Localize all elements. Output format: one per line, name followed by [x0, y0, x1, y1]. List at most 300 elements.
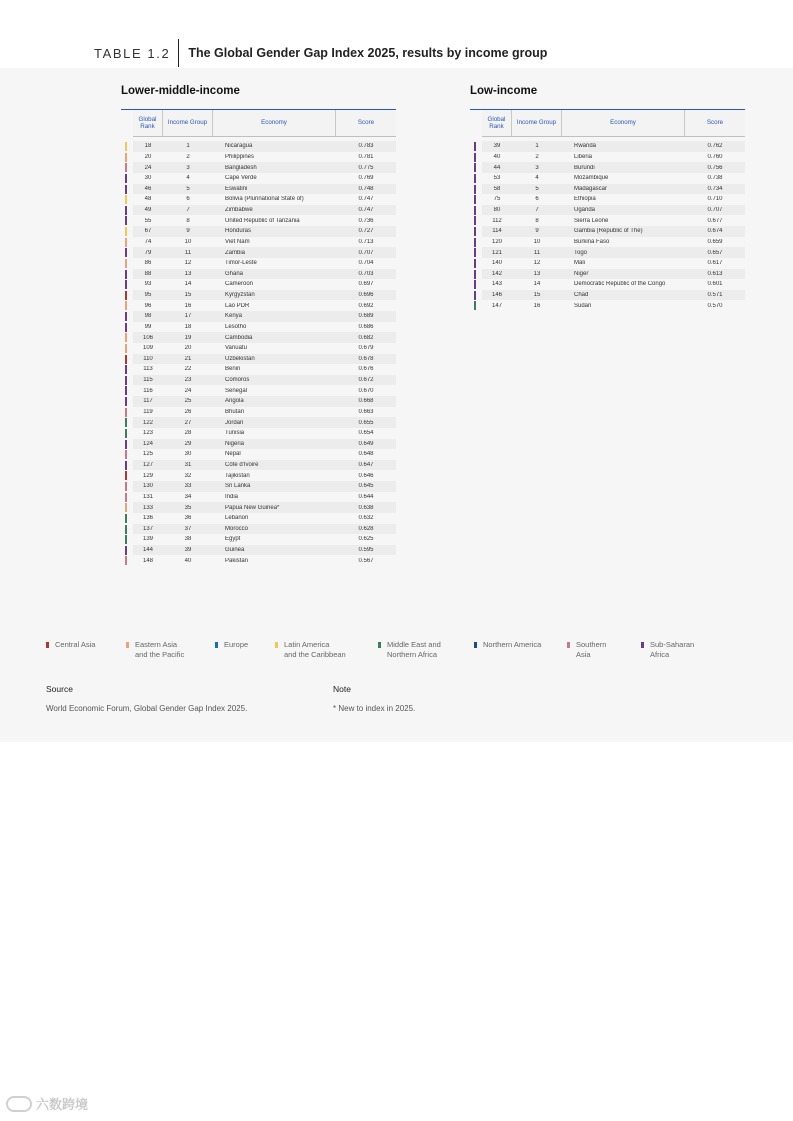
- table-row: [121, 470, 396, 481]
- legend-text: [650, 640, 694, 660]
- col-economy[interactable]: Economy: [213, 110, 336, 136]
- cell-score: 0.570: [707, 302, 723, 309]
- cell-economy: Mozambique: [574, 175, 609, 182]
- table-row: [121, 215, 396, 226]
- region-color-bar: [474, 174, 476, 183]
- table-row: [470, 258, 745, 269]
- region-color-bar: [125, 355, 127, 364]
- cell-economy: Papua New Guinea*: [225, 504, 280, 511]
- cell-income-group: 4: [186, 175, 190, 182]
- legend-text: [224, 640, 248, 650]
- col-global-rank[interactable]: Global Rank: [133, 110, 163, 136]
- legend-text: [387, 640, 441, 660]
- row-cells: [133, 247, 396, 258]
- legend-line-2: and the Pacific: [135, 650, 185, 659]
- cell-economy: Uganda: [574, 207, 596, 214]
- cell-global-rank: 122: [142, 419, 153, 426]
- table-row: [121, 226, 396, 237]
- cell-economy: Lao PDR: [225, 302, 250, 309]
- cell-economy: Cambodia: [225, 334, 253, 341]
- table-row: [121, 258, 396, 269]
- cell-score: 0.601: [707, 281, 723, 288]
- col-income-group[interactable]: Income Group: [512, 110, 562, 136]
- region-color-bar: [474, 280, 476, 289]
- cell-score: 0.632: [358, 515, 374, 522]
- cell-income-group: 34: [184, 493, 192, 500]
- region-color-bar: [125, 440, 127, 449]
- legend-line-2: Asia: [576, 650, 591, 659]
- legend-line-1: Eastern Asia: [135, 640, 178, 649]
- table-row: [121, 269, 396, 280]
- cell-economy: Guinea: [225, 547, 245, 554]
- cell-global-rank: 146: [491, 292, 502, 299]
- cell-income-group: 17: [184, 313, 192, 320]
- cell-income-group: 12: [184, 260, 192, 267]
- cell-economy: Uzbekistan: [225, 355, 255, 362]
- row-cells: [133, 343, 396, 354]
- legend-line-1: Southern: [576, 640, 607, 649]
- cell-income-group: 29: [184, 440, 192, 447]
- cell-global-rank: 130: [142, 483, 153, 490]
- col-income-group[interactable]: Income Group: [163, 110, 213, 136]
- legend-item-europe: [215, 640, 248, 650]
- row-cells: [482, 279, 745, 290]
- table-row: [121, 407, 396, 418]
- cell-score: 0.692: [358, 302, 374, 309]
- cell-global-rank: 96: [144, 302, 152, 309]
- row-cells: [133, 311, 396, 322]
- row-cells: [482, 300, 745, 311]
- row-cells: [133, 354, 396, 365]
- region-color-bar: [125, 291, 127, 300]
- cell-score: 0.567: [358, 557, 374, 564]
- section-title: Lower-middle-income: [121, 85, 240, 97]
- source-block: [46, 684, 326, 713]
- cell-economy: Vanuatu: [225, 345, 247, 352]
- legend-swatch: [378, 642, 381, 648]
- cell-income-group: 5: [535, 185, 539, 192]
- cell-global-rank: 18: [144, 143, 152, 150]
- cell-economy: Nigeria: [225, 440, 245, 447]
- cell-economy: Bolivia (Plurinational State of): [225, 196, 304, 203]
- watermark-text: 六数跨境: [36, 1097, 89, 1112]
- table-row: [470, 279, 745, 290]
- row-cells: [133, 449, 396, 460]
- cell-score: 0.756: [707, 164, 723, 171]
- table-row: [121, 524, 396, 535]
- region-color-bar: [125, 386, 127, 395]
- region-color-bar: [125, 259, 127, 268]
- region-color-bar: [125, 365, 127, 374]
- cell-economy: Timor-Leste: [225, 260, 257, 267]
- region-color-bar: [474, 270, 476, 279]
- cell-score: 0.638: [358, 504, 374, 511]
- table-row: [121, 492, 396, 503]
- row-cells: [133, 152, 396, 163]
- cell-economy: Nepal: [225, 451, 241, 458]
- legend-item-southern-asia: [567, 640, 606, 660]
- cell-global-rank: 86: [144, 260, 152, 267]
- legend-line-1: Northern America: [483, 640, 542, 649]
- cell-score: 0.682: [358, 334, 374, 341]
- table-row: [121, 449, 396, 460]
- col-score[interactable]: Score: [706, 119, 724, 127]
- region-color-bar: [125, 301, 127, 310]
- cell-score: 0.613: [707, 270, 723, 277]
- row-cells: [133, 269, 396, 280]
- cell-economy: Rwanda: [574, 143, 597, 150]
- cell-global-rank: 127: [142, 462, 153, 469]
- cell-global-rank: 58: [493, 185, 501, 192]
- header-divider: [178, 39, 179, 67]
- cell-global-rank: 140: [491, 260, 502, 267]
- region-color-bar: [474, 259, 476, 268]
- cell-income-group: 28: [184, 430, 192, 437]
- table-row: [121, 545, 396, 556]
- cell-income-group: 31: [184, 462, 192, 469]
- cell-score: 0.760: [707, 153, 723, 160]
- table-row: [121, 194, 396, 205]
- row-cells: [133, 162, 396, 173]
- lower-middle-section: [121, 84, 396, 566]
- row-cells: [133, 237, 396, 248]
- row-cells: [482, 258, 745, 269]
- legend-swatch: [46, 642, 49, 648]
- row-cells: [133, 481, 396, 492]
- legend-line-2: Northern Africa: [387, 650, 438, 659]
- source-heading: Source: [46, 684, 73, 694]
- table-row: [121, 513, 396, 524]
- cell-income-group: 38: [184, 536, 192, 543]
- table-head: [482, 110, 745, 137]
- table-row: [121, 184, 396, 195]
- cell-score: 0.648: [358, 451, 374, 458]
- cell-economy: Gambia (Republic of The): [574, 228, 643, 235]
- cell-global-rank: 80: [493, 207, 501, 214]
- row-cells: [133, 279, 396, 290]
- table-row: [121, 555, 396, 566]
- cell-economy: Bangladesh: [225, 164, 257, 171]
- region-color-bar: [125, 195, 127, 204]
- row-cells: [482, 162, 745, 173]
- table-head: [133, 110, 396, 137]
- region-color-bar: [125, 461, 127, 470]
- cell-score: 0.595: [358, 547, 374, 554]
- table-row: [121, 364, 396, 375]
- watermark-logo-icon: [6, 1096, 32, 1112]
- row-cells: [482, 173, 745, 184]
- cell-economy: Sierra Leone: [574, 217, 609, 224]
- region-color-bar: [125, 238, 127, 247]
- low-income-section: [470, 84, 745, 311]
- cell-income-group: 37: [184, 525, 192, 532]
- row-cells: [133, 322, 396, 333]
- row-cells: [133, 407, 396, 418]
- legend-item-latin-america: [275, 640, 346, 660]
- region-color-bar: [474, 238, 476, 247]
- cell-global-rank: 49: [144, 207, 152, 214]
- cell-income-group: 36: [184, 515, 192, 522]
- legend-text: [135, 640, 184, 660]
- cell-global-rank: 30: [144, 175, 152, 182]
- table-row: [121, 385, 396, 396]
- table-row: [470, 247, 745, 258]
- cell-global-rank: 144: [142, 547, 153, 554]
- row-cells: [133, 545, 396, 556]
- region-color-bar: [125, 514, 127, 523]
- row-cells: [133, 300, 396, 311]
- cell-income-group: 39: [184, 547, 192, 554]
- cell-income-group: 11: [533, 249, 541, 256]
- cell-score: 0.649: [358, 440, 374, 447]
- row-cells: [482, 269, 745, 280]
- cell-income-group: 1: [186, 143, 190, 150]
- cell-score: 0.748: [358, 185, 374, 192]
- cell-income-group: 27: [184, 419, 192, 426]
- cell-global-rank: 129: [142, 472, 153, 479]
- cell-economy: Niger: [574, 270, 589, 277]
- region-color-bar: [125, 471, 127, 480]
- col-economy[interactable]: Economy: [562, 110, 685, 136]
- cell-global-rank: 139: [142, 536, 153, 543]
- cell-score: 0.775: [358, 164, 374, 171]
- cell-economy: Kyrgyzstan: [225, 292, 255, 299]
- cell-score: 0.703: [358, 270, 374, 277]
- legend-text: [55, 640, 95, 650]
- region-color-bar: [125, 397, 127, 406]
- cell-income-group: 30: [184, 451, 192, 458]
- cell-global-rank: 143: [491, 281, 502, 288]
- row-cells: [133, 460, 396, 471]
- cell-score: 0.747: [358, 196, 374, 203]
- region-color-bar: [474, 195, 476, 204]
- cell-economy: United Republic of Tanzania: [225, 217, 300, 224]
- source-text: World Economic Forum, Global Gender Gap Index 2025.: [46, 704, 248, 713]
- cell-economy: Philippines: [225, 153, 255, 160]
- table-row: [121, 439, 396, 450]
- cell-score: 0.668: [358, 398, 374, 405]
- cell-economy: India: [225, 493, 239, 500]
- region-color-bar: [125, 503, 127, 512]
- cell-income-group: 13: [533, 270, 541, 277]
- region-color-bar: [125, 418, 127, 427]
- region-color-bar: [474, 142, 476, 151]
- table-row: [121, 481, 396, 492]
- cell-income-group: 33: [184, 483, 192, 490]
- legend-item-central-asia: [46, 640, 95, 650]
- region-color-bar: [125, 185, 127, 194]
- cell-economy: Viet Nam: [225, 238, 250, 245]
- cell-income-group: 4: [535, 175, 539, 182]
- cell-economy: Zambia: [225, 249, 246, 256]
- cell-income-group: 6: [186, 196, 190, 203]
- cell-global-rank: 125: [142, 451, 153, 458]
- cell-score: 0.707: [707, 207, 723, 214]
- cell-income-group: 9: [186, 228, 190, 235]
- table-row: [121, 460, 396, 471]
- note-block: [333, 684, 613, 713]
- table-row: [121, 428, 396, 439]
- table-row: [470, 152, 745, 163]
- table-row: [121, 141, 396, 152]
- cell-global-rank: 48: [144, 196, 152, 203]
- table-row: [121, 375, 396, 386]
- cell-income-group: 32: [184, 472, 192, 479]
- cell-global-rank: 67: [144, 228, 152, 235]
- cell-global-rank: 123: [142, 430, 153, 437]
- legend-swatch: [275, 642, 278, 648]
- cell-economy: Sudan: [574, 302, 592, 309]
- cell-economy: Liberia: [574, 153, 593, 160]
- cell-score: 0.571: [707, 292, 723, 299]
- cell-income-group: 10: [533, 238, 541, 245]
- cell-global-rank: 106: [142, 334, 153, 341]
- cell-economy: Madagascar: [574, 185, 608, 192]
- cell-global-rank: 142: [491, 270, 502, 277]
- cell-economy: Pakistan: [225, 557, 249, 564]
- cell-economy: Lesotho: [225, 323, 247, 330]
- table-row: [121, 162, 396, 173]
- row-cells: [482, 205, 745, 216]
- cell-global-rank: 121: [491, 249, 502, 256]
- row-cells: [133, 258, 396, 269]
- row-cells: [133, 524, 396, 535]
- cell-global-rank: 55: [144, 217, 152, 224]
- region-color-bar: [125, 270, 127, 279]
- cell-global-rank: 40: [493, 153, 501, 160]
- cell-global-rank: 120: [491, 238, 502, 245]
- cell-score: 0.736: [358, 217, 374, 224]
- cell-global-rank: 131: [142, 493, 153, 500]
- row-cells: [133, 375, 396, 386]
- cell-economy: Tunisia: [225, 430, 245, 437]
- table-row: [470, 141, 745, 152]
- cell-economy: Senegal: [225, 387, 248, 394]
- cell-income-group: 8: [535, 217, 539, 224]
- table-header: [94, 38, 547, 68]
- cell-global-rank: 39: [493, 143, 501, 150]
- region-color-bar: [125, 142, 127, 151]
- region-legend: [46, 640, 756, 664]
- cell-global-rank: 98: [144, 313, 152, 320]
- region-color-bar: [125, 493, 127, 502]
- col-score[interactable]: Score: [357, 119, 375, 127]
- row-cells: [482, 194, 745, 205]
- cell-score: 0.696: [358, 292, 374, 299]
- table-body: [470, 141, 745, 311]
- cell-income-group: 20: [184, 345, 192, 352]
- region-color-bar: [125, 344, 127, 353]
- cell-score: 0.769: [358, 175, 374, 182]
- cell-score: 0.689: [358, 313, 374, 320]
- cell-global-rank: 24: [144, 164, 152, 171]
- cell-score: 0.686: [358, 323, 374, 330]
- cell-global-rank: 110: [143, 355, 153, 362]
- region-color-bar: [125, 312, 127, 321]
- cell-income-group: 6: [535, 196, 539, 203]
- region-color-bar: [474, 227, 476, 236]
- cell-global-rank: 136: [142, 515, 153, 522]
- cell-economy: Eswatini: [225, 185, 248, 192]
- cell-score: 0.783: [358, 143, 374, 150]
- cell-income-group: 16: [533, 302, 541, 309]
- cell-income-group: 22: [184, 366, 192, 373]
- region-color-bar: [125, 482, 127, 491]
- cell-income-group: 11: [184, 249, 192, 256]
- cell-economy: Ethiopia: [574, 196, 596, 203]
- cell-score: 0.677: [707, 217, 723, 224]
- cell-income-group: 25: [184, 398, 192, 405]
- table-row: [121, 279, 396, 290]
- cell-global-rank: 137: [142, 525, 153, 532]
- cell-income-group: 19: [184, 334, 192, 341]
- cell-global-rank: 117: [143, 398, 153, 405]
- table-row: [470, 215, 745, 226]
- watermark: [6, 1094, 88, 1113]
- cell-income-group: 23: [184, 377, 192, 384]
- cell-income-group: 9: [535, 228, 539, 235]
- cell-economy: Jordan: [225, 419, 244, 426]
- cell-score: 0.738: [707, 175, 723, 182]
- table-row: [470, 205, 745, 216]
- region-color-bar: [125, 546, 127, 555]
- cell-global-rank: 46: [144, 185, 152, 192]
- cell-score: 0.655: [358, 419, 374, 426]
- row-cells: [133, 534, 396, 545]
- cell-score: 0.647: [358, 462, 374, 469]
- region-color-bar: [125, 216, 127, 225]
- cell-income-group: 3: [535, 164, 539, 171]
- cell-score: 0.663: [358, 408, 374, 415]
- cell-global-rank: 124: [142, 440, 153, 447]
- legend-item-northern-america: [474, 640, 541, 650]
- col-global-rank[interactable]: Global Rank: [482, 110, 512, 136]
- cell-income-group: 10: [184, 238, 192, 245]
- cell-economy: Mali: [574, 260, 586, 267]
- table-row: [121, 396, 396, 407]
- legend-swatch: [641, 642, 644, 648]
- row-cells: [133, 290, 396, 301]
- legend-text: [576, 640, 606, 660]
- cell-global-rank: 88: [144, 270, 152, 277]
- row-cells: [133, 417, 396, 428]
- legend-line-1: Central Asia: [55, 640, 96, 649]
- table-row: [121, 247, 396, 258]
- row-cells: [133, 396, 396, 407]
- table-row: [470, 300, 745, 311]
- cell-score: 0.676: [358, 366, 374, 373]
- row-cells: [482, 290, 745, 301]
- region-color-bar: [125, 408, 127, 417]
- cell-score: 0.678: [358, 355, 374, 362]
- cell-economy: Zimbabwe: [225, 207, 253, 214]
- section-title: Low-income: [470, 85, 538, 97]
- row-cells: [133, 141, 396, 152]
- cell-global-rank: 133: [142, 504, 153, 511]
- row-cells: [133, 385, 396, 396]
- cell-economy: Benin: [225, 366, 241, 373]
- cell-global-rank: 119: [143, 408, 153, 415]
- cell-economy: Lebanon: [225, 515, 249, 522]
- cell-score: 0.654: [358, 430, 374, 437]
- cell-economy: Togo: [574, 249, 588, 256]
- table-row: [470, 226, 745, 237]
- cell-score: 0.707: [358, 249, 374, 256]
- cell-global-rank: 115: [143, 377, 153, 384]
- cell-global-rank: 148: [142, 557, 153, 564]
- table-row: [121, 354, 396, 365]
- cell-score: 0.713: [358, 238, 374, 245]
